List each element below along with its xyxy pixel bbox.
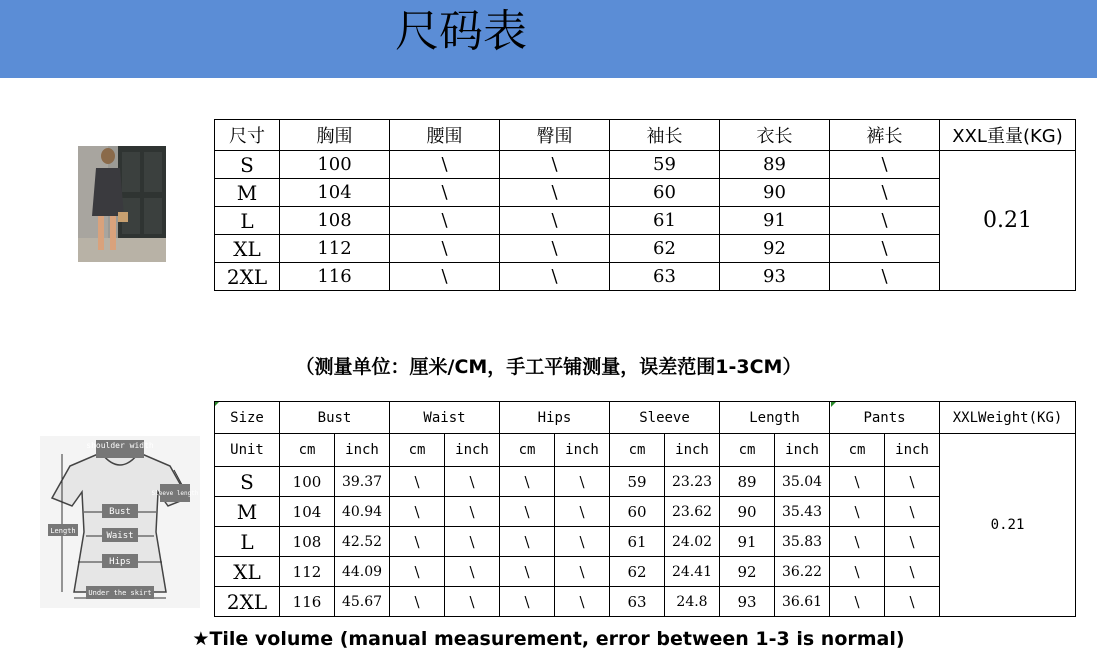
table-cell: 35.04 — [775, 467, 830, 497]
table-cell: \ — [390, 467, 445, 497]
table-cell: \ — [830, 235, 940, 263]
table-header-row — [215, 120, 1076, 151]
header-sleeve: Sleeve — [610, 402, 720, 434]
table-cell: \ — [445, 527, 500, 557]
table-cell: \ — [445, 467, 500, 497]
table-cell: \ — [830, 263, 940, 291]
table-cell: 42.52 — [335, 527, 390, 557]
header-waist: Waist — [390, 402, 500, 434]
table-cell: \ — [555, 557, 610, 587]
size-cell: M — [215, 179, 280, 207]
table-cell: 92 — [720, 235, 830, 263]
table-cell: 24.02 — [665, 527, 720, 557]
table-cell: \ — [555, 527, 610, 557]
table-cell: \ — [830, 467, 885, 497]
header-length: Length — [720, 402, 830, 434]
table-cell: \ — [500, 587, 555, 617]
table-cell: 63 — [610, 263, 720, 291]
table-cell: 62 — [610, 235, 720, 263]
table-cell: \ — [500, 467, 555, 497]
table-cell: \ — [830, 207, 940, 235]
table-cell: 61 — [610, 527, 665, 557]
table-cell: \ — [445, 557, 500, 587]
unit-inch: inch — [885, 434, 940, 467]
table-cell: 36.61 — [775, 587, 830, 617]
table-cell: \ — [555, 497, 610, 527]
table-cell: 112 — [280, 557, 335, 587]
size-cell: L — [215, 527, 280, 557]
table-cell: \ — [390, 497, 445, 527]
size-cell: L — [215, 207, 280, 235]
table-cell: 112 — [280, 235, 390, 263]
diagram-label-sleeve: Sleeve length — [151, 490, 199, 497]
table-cell: \ — [390, 151, 500, 179]
header-hips: Hips — [500, 402, 610, 434]
size-table-en — [214, 401, 1076, 617]
header-hips: 臀围 — [500, 120, 610, 151]
table-cell: 104 — [280, 179, 390, 207]
table-cell: \ — [500, 497, 555, 527]
unit-row — [215, 434, 1076, 467]
measurement-diagram — [40, 436, 200, 608]
table-cell: \ — [390, 527, 445, 557]
table-cell: \ — [500, 207, 610, 235]
table-cell: \ — [500, 151, 610, 179]
table-cell: 23.23 — [665, 467, 720, 497]
table-cell: \ — [445, 587, 500, 617]
table-cell: 93 — [720, 263, 830, 291]
table-cell: 108 — [280, 527, 335, 557]
table-cell: \ — [390, 557, 445, 587]
table-cell: \ — [830, 151, 940, 179]
table-cell: \ — [390, 207, 500, 235]
table-cell: \ — [555, 467, 610, 497]
table-cell: \ — [500, 263, 610, 291]
table-cell: \ — [885, 527, 940, 557]
table-cell: \ — [830, 557, 885, 587]
measurement-note-en: ★Tile volume (manual measurement, error between 1-3 is normal) — [192, 628, 905, 650]
table-cell: 104 — [280, 497, 335, 527]
table-cell: 91 — [720, 207, 830, 235]
size-cell: S — [215, 151, 280, 179]
table-cell: \ — [830, 527, 885, 557]
diagram-label-waist: Waist — [106, 531, 134, 541]
table-cell: 91 — [720, 527, 775, 557]
table-cell: 90 — [720, 497, 775, 527]
page-title: 尺码表 — [395, 6, 527, 57]
table-cell: \ — [390, 179, 500, 207]
table-cell: 45.67 — [335, 587, 390, 617]
unit-inch: inch — [335, 434, 390, 467]
unit-cm: cm — [720, 434, 775, 467]
table-cell: 89 — [720, 467, 775, 497]
unit-cm: cm — [830, 434, 885, 467]
unit-inch: inch — [665, 434, 720, 467]
size-cell: 2XL — [215, 587, 280, 617]
table-cell: 108 — [280, 207, 390, 235]
product-photo — [78, 146, 166, 262]
table-cell: 60 — [610, 497, 665, 527]
diagram-label-bust: Bust — [109, 507, 131, 517]
table-cell: \ — [885, 557, 940, 587]
table-cell: \ — [500, 235, 610, 263]
table-cell: 40.94 — [335, 497, 390, 527]
header-pants: Pants — [830, 402, 940, 434]
table-cell: \ — [390, 235, 500, 263]
measurement-note-cn: （测量单位：厘米/CM，手工平铺测量，误差范围1-3CM） — [295, 356, 802, 378]
table-row — [215, 151, 1076, 179]
table-cell: \ — [500, 557, 555, 587]
table-cell: 100 — [280, 467, 335, 497]
table-cell: \ — [390, 263, 500, 291]
table-cell: 44.09 — [335, 557, 390, 587]
size-cell: M — [215, 497, 280, 527]
table-cell: 116 — [280, 263, 390, 291]
table-cell: 62 — [610, 557, 665, 587]
header-sleeve: 袖长 — [610, 120, 720, 151]
table-cell: \ — [830, 179, 940, 207]
table-cell: 100 — [280, 151, 390, 179]
header-weight: XXL重量(KG) — [940, 120, 1076, 151]
unit-inch: inch — [775, 434, 830, 467]
table-cell: 90 — [720, 179, 830, 207]
table-cell: \ — [885, 497, 940, 527]
table-cell: 116 — [280, 587, 335, 617]
table-cell: \ — [500, 179, 610, 207]
unit-inch: inch — [555, 434, 610, 467]
table-cell: 59 — [610, 151, 720, 179]
table-cell: 23.62 — [665, 497, 720, 527]
header-bust: Bust — [280, 402, 390, 434]
table-cell: 24.41 — [665, 557, 720, 587]
table-cell: 93 — [720, 587, 775, 617]
header-size: 尺寸 — [215, 120, 280, 151]
diagram-label-shoulder: shoulder width — [86, 441, 154, 450]
header-weight: XXLWeight(KG) — [940, 402, 1076, 434]
table-cell: \ — [445, 497, 500, 527]
table-cell: 92 — [720, 557, 775, 587]
table-cell: \ — [885, 467, 940, 497]
header-banner — [0, 0, 1097, 78]
diagram-label-hips: Hips — [109, 557, 131, 567]
unit-cm: cm — [610, 434, 665, 467]
size-table-cn — [214, 119, 1076, 291]
diagram-label-hem: Under the skirt — [88, 589, 152, 597]
size-cell: 2XL — [215, 263, 280, 291]
table-cell: \ — [885, 587, 940, 617]
unit-cm: cm — [280, 434, 335, 467]
unit-cm: cm — [500, 434, 555, 467]
header-length: 衣长 — [720, 120, 830, 151]
table-cell: 39.37 — [335, 467, 390, 497]
size-cell: XL — [215, 235, 280, 263]
table-cell: 60 — [610, 179, 720, 207]
diagram-label-length: Length — [50, 527, 76, 535]
header-pants: 裤长 — [830, 120, 940, 151]
table-cell: \ — [830, 587, 885, 617]
header-bust: 胸围 — [280, 120, 390, 151]
header-size: Size — [215, 402, 280, 434]
table-cell: 35.43 — [775, 497, 830, 527]
table-cell: 63 — [610, 587, 665, 617]
unit-label: Unit — [215, 434, 280, 467]
table-cell: 35.83 — [775, 527, 830, 557]
weight-cell: 0.21 — [940, 151, 1076, 291]
table-cell: 24.8 — [665, 587, 720, 617]
weight-cell: 0.21 — [940, 434, 1076, 617]
table-cell: \ — [830, 497, 885, 527]
table-cell: \ — [555, 587, 610, 617]
unit-inch: inch — [445, 434, 500, 467]
table-cell: \ — [500, 527, 555, 557]
table-cell: 89 — [720, 151, 830, 179]
size-cell: XL — [215, 557, 280, 587]
table-cell: \ — [390, 587, 445, 617]
table-cell: 36.22 — [775, 557, 830, 587]
unit-cm: cm — [390, 434, 445, 467]
table-header-row — [215, 402, 1076, 434]
size-cell: S — [215, 467, 280, 497]
header-waist: 腰围 — [390, 120, 500, 151]
table-cell: 61 — [610, 207, 720, 235]
table-cell: 59 — [610, 467, 665, 497]
